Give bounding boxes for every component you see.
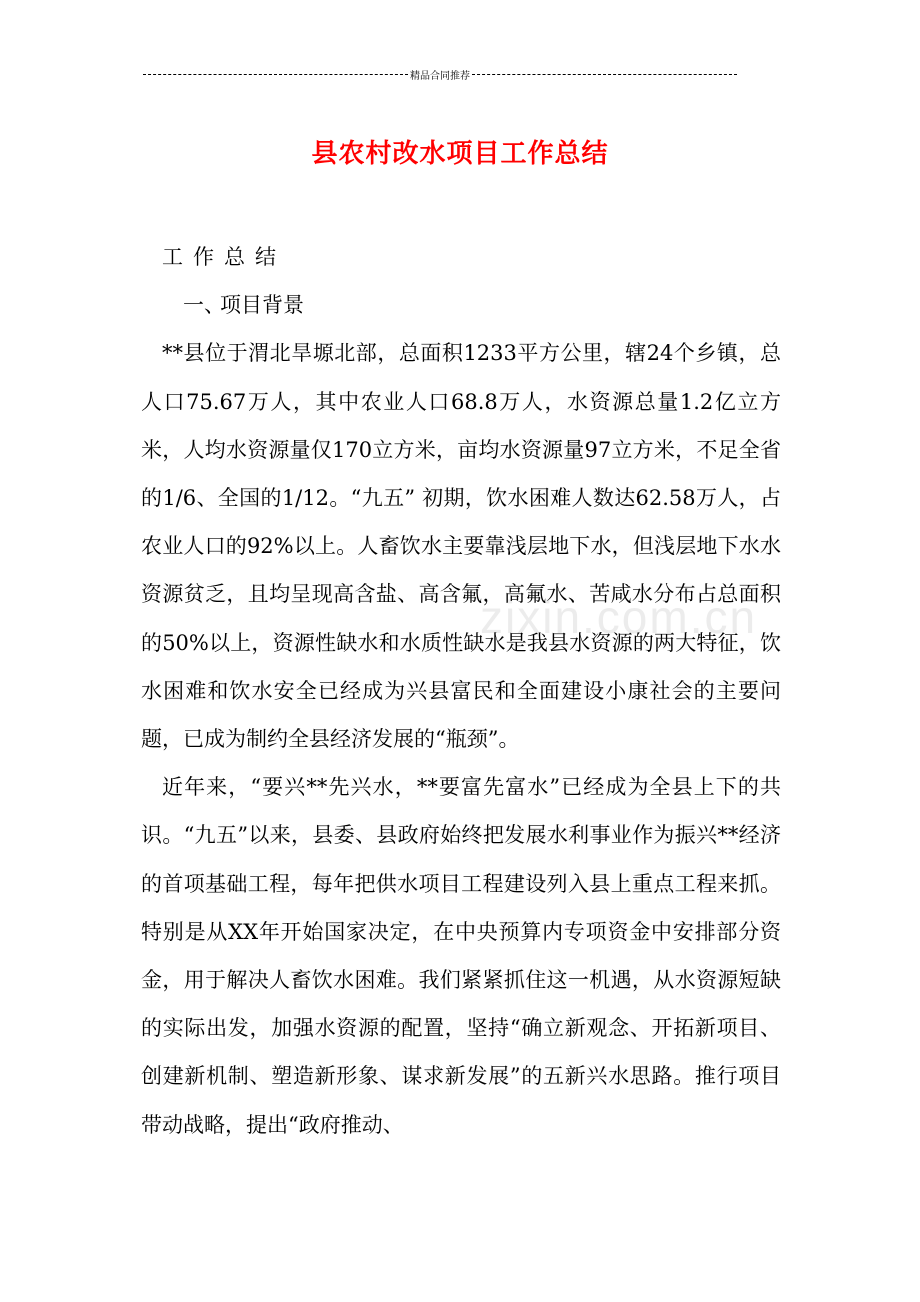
section-number: 一、: [183, 293, 225, 318]
page-header: [143, 66, 737, 82]
header-dash-left: [143, 74, 408, 75]
watermark: zixin.com.cn: [480, 591, 758, 643]
section-heading: [141, 281, 781, 329]
document-title: 县农村改水项目工作总结: [311, 139, 609, 170]
document-body: [141, 233, 781, 1149]
document-subtitle: 工作总结: [162, 245, 286, 269]
header-dash-right: [472, 74, 737, 75]
paragraph: 近年来，“要兴**先兴水，**要富先富水”已经成为全县上下的共识。“九五”以来，县委、县政府始终把发展水利事业作为振兴**经济的首项基础工程，每年把供水项目工程建设列入县上重点工程来抓。特别是从XX年开始国家决定，在中央预算内专项资金中安排部分资金，用于解决人畜饮水困难。我们紧紧抓住这一机遇，从水资源短缺的实际出发，加强水资源的配置，坚持“确立新观念、开拓新项目、创建新机制、塑造新形象、谋求新发展”的五新兴水思路。推行项目带动战略，提出“政府推动、: [141, 775, 781, 1137]
header-label: 精品合同推荐: [410, 70, 470, 82]
section-title: 项目背景: [220, 293, 304, 318]
paragraph: **县位于渭北旱塬北部，总面积1233平方公里，辖24个乡镇，总人口75.67万人，其中农业人口68.8万人，水资源总量1.2亿立方米，人均水资源量仅170立方米，亩均水资源量97立方米，不足全省的1/6、全国的1/12。“九五” 初期，饮水困难人数达62.58万人，占农业人口的92%以上。人畜饮水主要靠浅层地下水，但浅层地下水水资源贫乏，且均呈现高含盐、高含氟，高氟水、苦咸水分布占总面积的50%以上，资源性缺水和水质性缺水是我县水资源的两大特征，饮水困难和饮水安全已经成为兴县富民和全面建设小康社会的主要问题，已成为制约全县经济发展的“瓶颈”。: [141, 341, 781, 752]
